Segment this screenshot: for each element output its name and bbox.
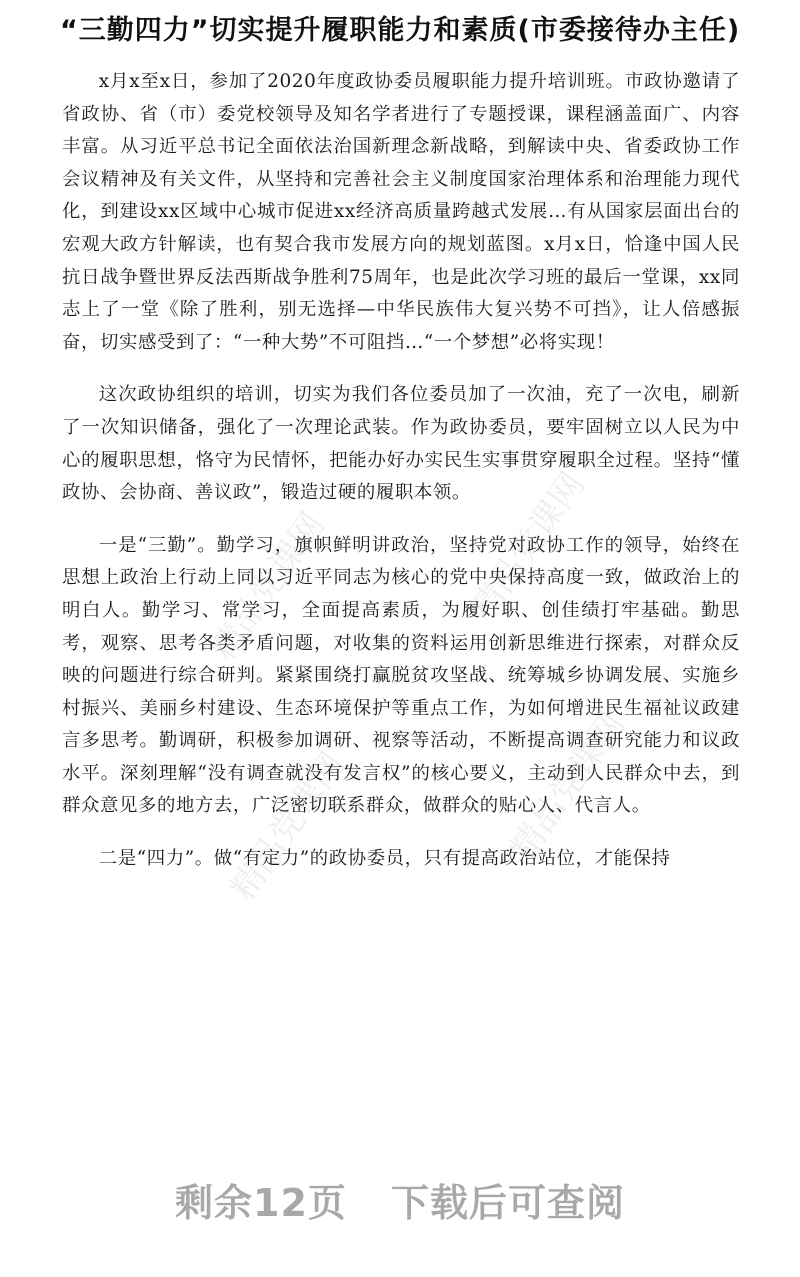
remaining-pages-label: 剩余12页 [175, 1181, 347, 1225]
watermark: 精品党课网 [222, 745, 354, 908]
download-prompt[interactable] [0, 1172, 800, 1227]
paragraph-4: 二是“四力”。做“有定力”的政协委员，只有提高政治站位，才能保持 [98, 848, 671, 870]
watermark: 精品党课网 [202, 505, 334, 668]
watermark: 精品党课网 [502, 705, 634, 868]
paragraph-3: 一是“三勤”。勤学习，旗帜鲜明讲政治，坚持党对政协工作的领导，始终在思想上政治上行动上同以习近平同志为核心的党中央保持高度一致，做政治上的明白人。勤学习、常学习，全面提高素质，为履好职、创佳绩打牢基础。勤思考，观察、思考各类矛盾问题，对收集的资料运用创新思维进行探索，对群众反映的问题进行综合研判。紧紧围绕打赢脱贫攻坚战、统筹城乡协调发展、实施乡村振兴、美丽乡村建设、生态环境保护等重点工作，为如何增进民生福祉议政建言多思考。勤调研，积极参加调研、视察等活动，不断提高调查研究能力和议政水平。深刻理解“没有调查就没有发言权”的核心要义，主动到人民群众中去，到群众意见多的地方去，广泛密切联系群众，做群众的贴心人、代言人。 [62, 534, 740, 817]
document-body [62, 66, 740, 896]
watermark: 精品党课网 [462, 465, 594, 628]
document-title: “三勤四力”切实提升履职能力和素质(市委接待办主任) [60, 15, 741, 46]
paragraph-2: 这次政协组织的培训，切实为我们各位委员加了一次油，充了一次电，刷新了一次知识储备，强化了一次理论武装。作为政协委员，要牢固树立以人民为中心的履职思想，恪守为民情怀，把能办好办实民生实事贯穿履职全过程。坚持“懂政协、会协商、善议政”，锻造过硬的履职本领。 [62, 384, 740, 504]
download-hint-label: 下载后可查阅 [390, 1181, 625, 1225]
paragraph-1: x月x至x日，参加了2020年度政协委员履职能力提升培训班。市政协邀请了省政协、省（市）委党校领导及知名学者进行了专题授课，课程涵盖面广、内容丰富。从习近平总书记全面依法治国新理念新战略，到解读中央、省委政协工作会议精神及有关文件，从坚持和完善社会主义制度国家治理体系和治理能力现代化，到建设xx区域中心城市促进xx经济高质量跨越式发展…有从国家层面出台的宏观大政方针解读，也有契合我市发展方向的规划蓝图。x月x日，恰逢中国人民抗日战争暨世界反法西斯战争胜利75周年，也是此次学习班的最后一堂课，xx同志上了一堂《除了胜利，别无选择—中华民族伟大复兴势不可挡》，让人倍感振奋，切实感受到了：“一种大势”不可阻挡…“一个梦想”必将实现！ [62, 71, 740, 353]
